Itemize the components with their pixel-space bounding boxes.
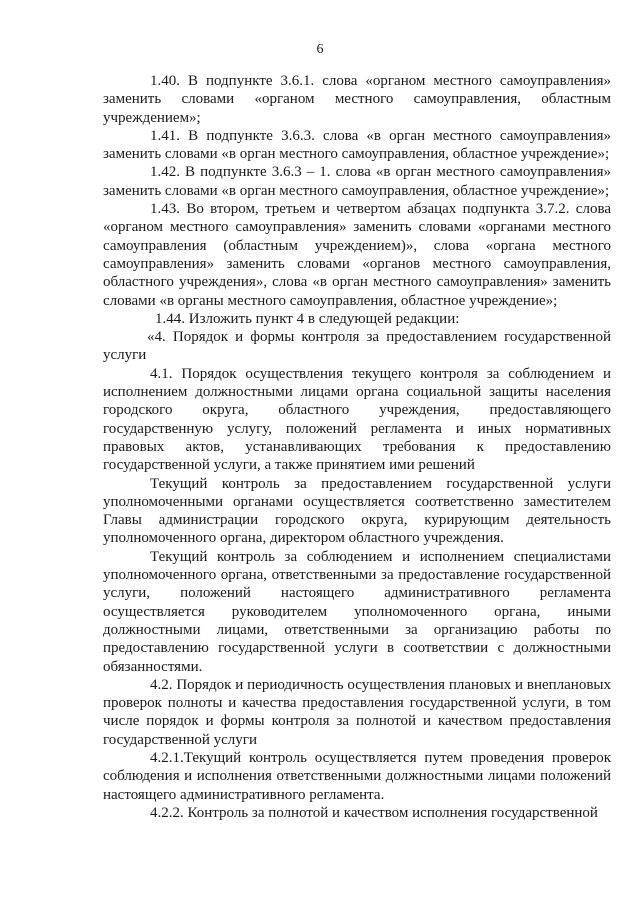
item-1-40: 1.40. В подпункте 3.6.1. слова «органом местного самоуправления» заменить словами «органом местного самоуправления, областным учреждением»; — [103, 73, 611, 126]
item-1-44: 1.44. Изложить пункт 4 в следующей редакции: — [155, 310, 460, 327]
section-4-heading: «4. Порядок и формы контроля за предоставлением государственной услуги — [103, 329, 611, 364]
subsection-4-2: 4.2. Порядок и периодичность осуществления плановых и внеплановых проверок полноты и качества предоставления государственной услуги, в том числе порядок и формы контроля за полнотой и качеством предоставления государственной услуги — [103, 676, 611, 748]
item-1-43: 1.43. Во втором, третьем и четвертом абзацах подпункта 3.7.2. слова «органом местного самоуправления» заменить словами «органами местного самоуправления (областным учреждением)», слова «органа местного самоуправления» заменить словами «органов местного самоуправления, областного учреждения», слова «в орган местного самоуправления» заменить словами «в органы местного самоуправления, областное учреждение»; — [103, 201, 611, 309]
item-1-41: 1.41. В подпункте 3.6.3. слова «в орган местного самоуправления» заменить словами «в орган местного самоуправления, областное учреждение»; — [103, 127, 611, 163]
subsection-4-2-1: 4.2.1.Текущий контроль осуществляется путем проведения проверок соблюдения и исполнения ответственными должностными лицами положений настоящего административного регламента. — [103, 749, 611, 803]
paragraph-current-control-specialists: Текущий контроль за соблюдением и исполнением специалистами уполномоченного органа, ответственными за предоставление государственной услуги, положений настоящего административного регламента осуществляется руководителем уполномоченного органа, иными должностными лицами, ответственными за организацию работы по предоставлению государственной услуги в соответствии с должностными обязанностями. — [103, 548, 611, 675]
item-1-42: 1.42. В подпункте 3.6.3 – 1. слова «в орган местного самоуправления» заменить словами «в орган местного самоуправления, областное учреждение»; — [103, 164, 611, 199]
subsection-4-2-2: 4.2.2. Контроль за полнотой и качеством исполнения государственной — [150, 804, 598, 821]
document-body — [103, 72, 611, 822]
paragraph-current-control: Текущий контроль за предоставлением государственной услуги уполномоченными органами осуществляется соответственно заместителем Главы администрации городского округа, курирующим деятельность уполномоченного органа, директором областного учреждения. — [103, 475, 611, 547]
subsection-4-1: 4.1. Порядок осуществления текущего контроля за соблюдением и исполнением должностными лицами органа социальной защиты населения городского округа, областного учреждения, предоставляющего государственную услугу, положений регламента и иных нормативных правовых актов, устанавливающих требования к предоставлению государственной услуги, а также принятием ими решений — [103, 365, 611, 474]
page-number: 6 — [316, 42, 324, 57]
